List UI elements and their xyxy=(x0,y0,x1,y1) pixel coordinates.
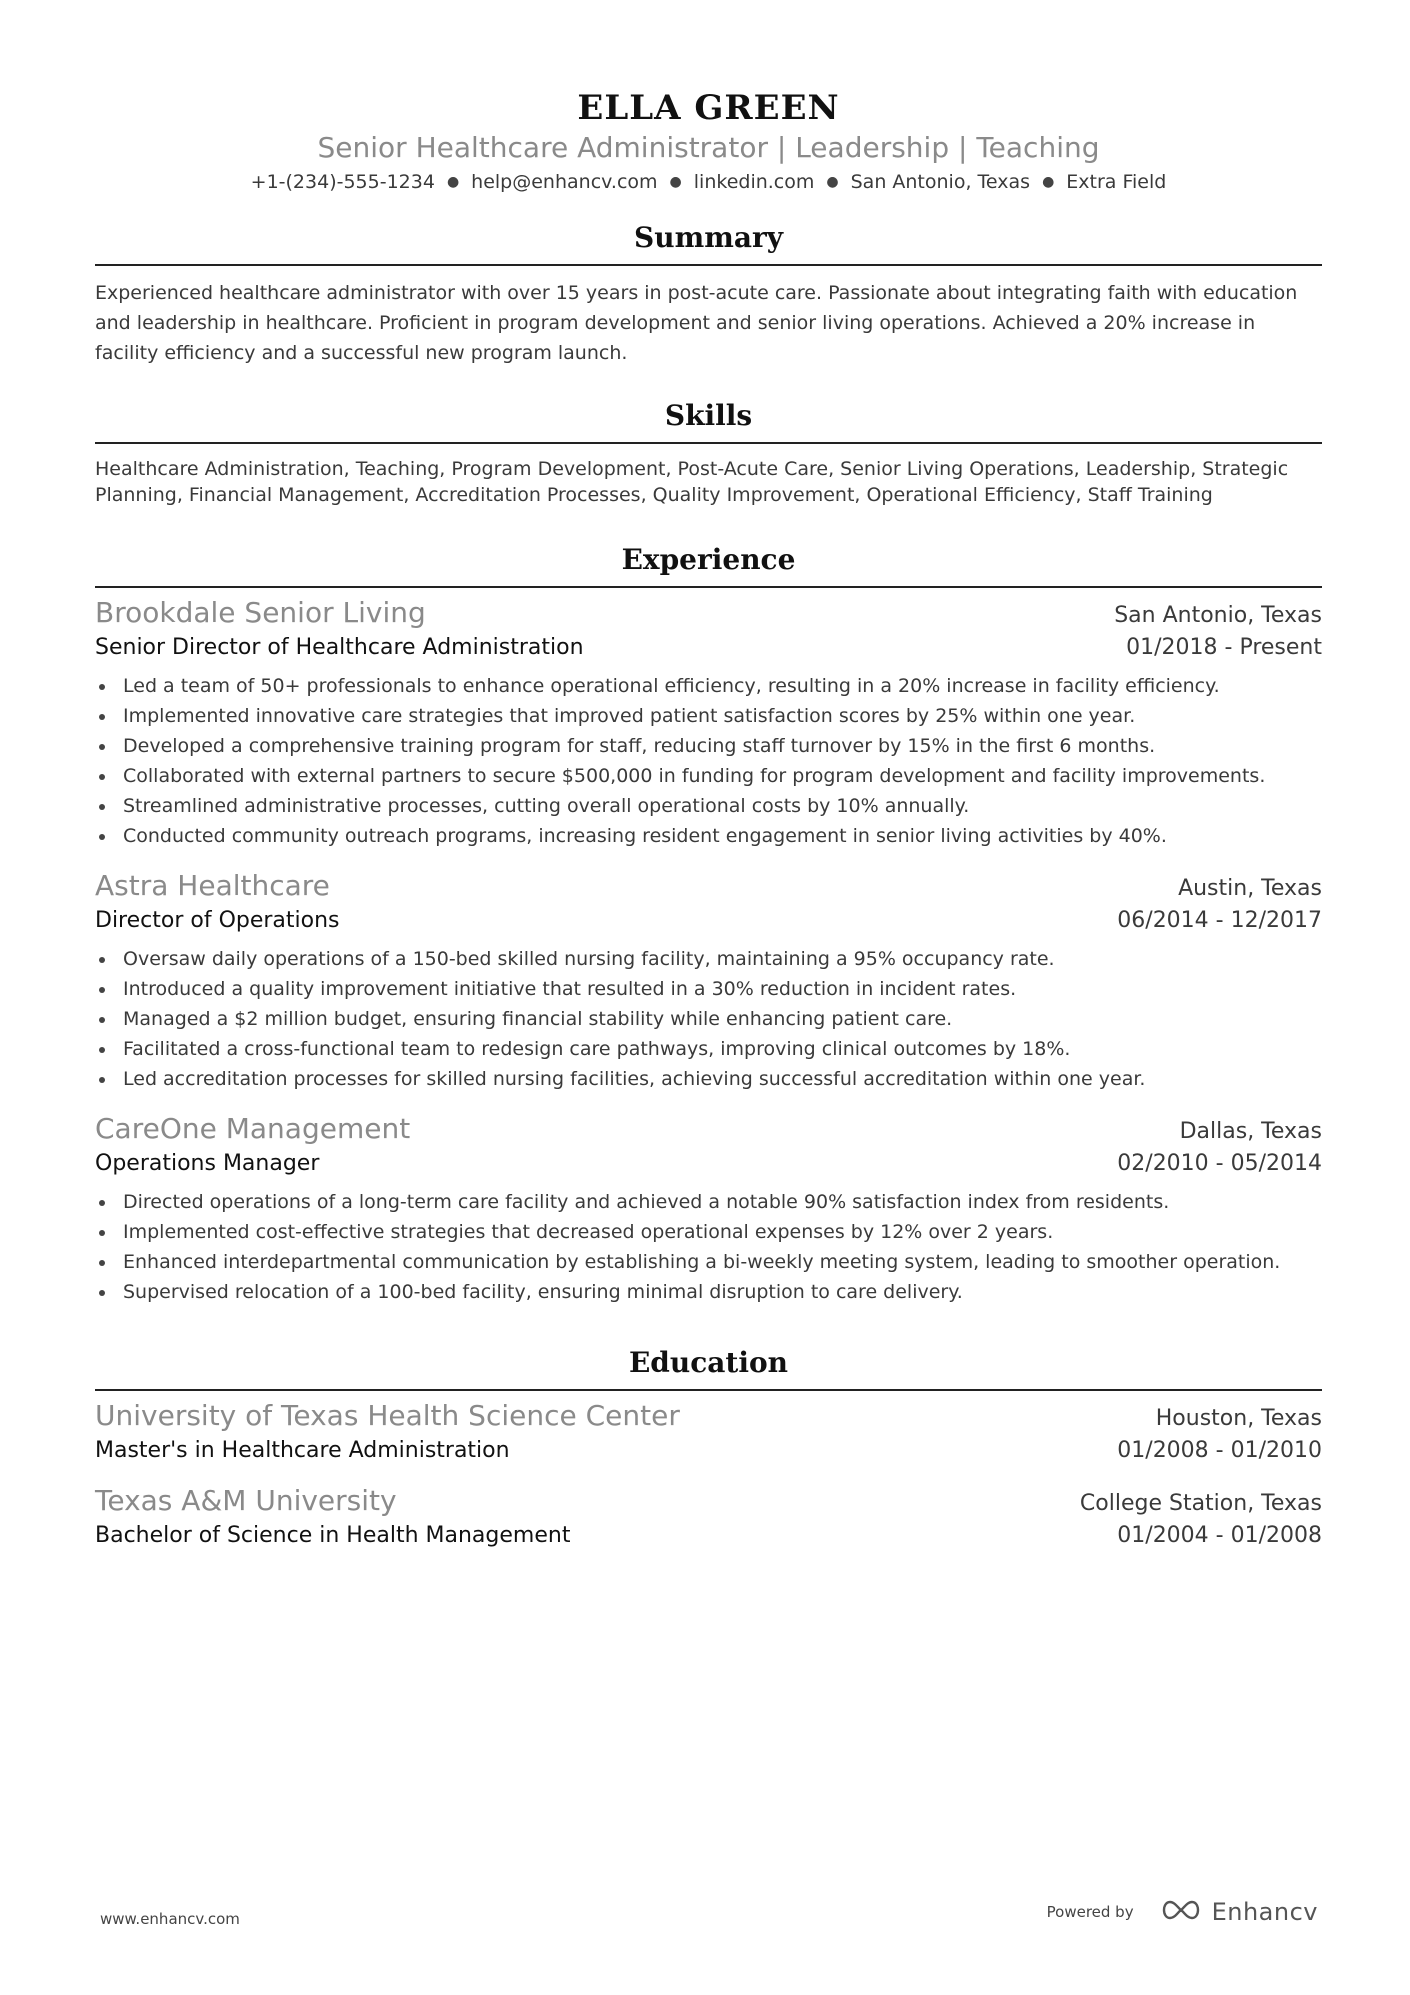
bullet-icon xyxy=(99,987,105,993)
skills-text: Healthcare Administration, Teaching, Program Development, Post-Acute Care, Senior Living Operations, Leadership, Strategic Planning, Financial Management, Accreditation Processes, Quality Improvement, Operational Efficiency, Staff Training xyxy=(95,458,1289,506)
bullet-separator-icon: ● xyxy=(446,174,460,190)
job-dates: 02/2010 - 05/2014 xyxy=(1117,1151,1322,1176)
list-item: Oversaw daily operations of a 150-bed skilled nursing facility, maintaining a 95% occupancy rate. xyxy=(95,944,1322,974)
list-item: Managed a $2 million budget, ensuring financial stability while enhancing patient care. xyxy=(95,1004,1322,1034)
job-title: Director of Operations xyxy=(95,908,340,933)
degree: Master's in Healthcare Administration xyxy=(95,1438,510,1463)
contact-phone[interactable]: +1-(234)-555-1234 xyxy=(250,171,435,193)
section-divider xyxy=(95,442,1322,444)
footer-branding xyxy=(1047,1898,1318,1926)
job-bullets xyxy=(95,944,1322,1094)
bullet-icon xyxy=(99,834,105,840)
company-name: CareOne Management xyxy=(95,1112,411,1145)
list-item: Directed operations of a long-term care facility and achieved a notable 90% satisfaction index from residents. xyxy=(95,1187,1322,1217)
school-location: Houston, Texas xyxy=(1155,1406,1322,1431)
candidate-name: ELLA GREEN xyxy=(577,88,840,128)
summary-text: Experienced healthcare administrator with over 15 years in post-acute care. Passionate about integrating faith with education and leadership in healthcare. Proficient in program development and senior living operations. Achieved a 20% increase in facility efficiency and a successful new program launch. xyxy=(95,282,1298,364)
bullet-icon xyxy=(99,774,105,780)
skills-section xyxy=(95,398,1322,508)
job-location: San Antonio, Texas xyxy=(1114,603,1322,628)
education-dates: 01/2004 - 01/2008 xyxy=(1117,1523,1322,1548)
bullet-icon xyxy=(99,744,105,750)
contact-linkedin[interactable]: linkedin.com xyxy=(693,171,815,193)
list-item: Led accreditation processes for skilled nursing facilities, achieving successful accreditation within one year. xyxy=(95,1064,1322,1094)
list-item: Facilitated a cross-functional team to redesign care pathways, improving clinical outcomes by 18%. xyxy=(95,1034,1322,1064)
degree: Bachelor of Science in Health Management xyxy=(95,1523,571,1548)
experience-section xyxy=(95,542,1322,1307)
list-item: Enhanced interdepartmental communication by establishing a bi-weekly meeting system, leading to smoother operation. xyxy=(95,1247,1322,1277)
list-item: Implemented cost-effective strategies that decreased operational expenses by 12% over 2 years. xyxy=(95,1217,1322,1247)
bullet-icon xyxy=(99,1077,105,1083)
experience-entry xyxy=(95,869,1322,1094)
job-title: Senior Director of Healthcare Administration xyxy=(95,635,584,660)
bullet-icon xyxy=(99,714,105,720)
headline: Senior Healthcare Administrator | Leadership | Teaching xyxy=(317,131,1100,164)
experience-entry xyxy=(95,596,1322,851)
education-entry xyxy=(95,1484,1322,1553)
bullet-separator-icon: ● xyxy=(826,174,839,190)
contact-email[interactable]: help@enhancv.com xyxy=(471,171,658,193)
education-section xyxy=(95,1345,1322,1553)
job-bullets xyxy=(95,671,1322,851)
section-divider xyxy=(95,1389,1322,1391)
bullet-icon xyxy=(99,804,105,810)
job-bullets xyxy=(95,1187,1322,1307)
enhancv-logo-icon xyxy=(1158,1898,1204,1926)
bullet-icon xyxy=(99,1200,105,1206)
powered-by-label: Powered by xyxy=(1046,1903,1134,1921)
job-location: Austin, Texas xyxy=(1178,876,1322,901)
list-item: Streamlined administrative processes, cutting overall operational costs by 10% annually. xyxy=(95,791,1322,821)
education-entry xyxy=(95,1399,1322,1468)
bullet-icon xyxy=(99,1290,105,1296)
footer-website-link[interactable]: www.enhancv.com xyxy=(100,1910,240,1928)
job-dates: 06/2014 - 12/2017 xyxy=(1117,908,1322,933)
list-item: Introduced a quality improvement initiative that resulted in a 30% reduction in incident rates. xyxy=(95,974,1322,1004)
summary-section xyxy=(95,220,1322,368)
bullet-icon xyxy=(99,1230,105,1236)
school-name: Texas A&M University xyxy=(95,1484,397,1517)
contact-location: San Antonio, Texas xyxy=(850,171,1031,193)
bullet-icon xyxy=(99,684,105,690)
job-title: Operations Manager xyxy=(95,1151,320,1176)
section-title-education: Education xyxy=(628,1346,789,1379)
list-item: Implemented innovative care strategies that improved patient satisfaction scores by 25% within one year. xyxy=(95,701,1322,731)
contact-line xyxy=(95,168,1322,196)
bullet-icon xyxy=(99,1260,105,1266)
contact-extra-field: Extra Field xyxy=(1066,171,1167,193)
job-location: Dallas, Texas xyxy=(1179,1119,1322,1144)
school-location: College Station, Texas xyxy=(1079,1491,1322,1516)
bullet-icon xyxy=(99,1017,105,1023)
section-title-summary: Summary xyxy=(634,221,783,254)
section-title-experience: Experience xyxy=(621,543,796,576)
experience-entry xyxy=(95,1112,1322,1307)
company-name: Brookdale Senior Living xyxy=(95,596,426,629)
list-item: Led a team of 50+ professionals to enhance operational efficiency, resulting in a 20% increase in facility efficiency. xyxy=(95,671,1322,701)
section-divider xyxy=(95,264,1322,266)
list-item: Developed a comprehensive training program for staff, reducing staff turnover by 15% in the first 6 months. xyxy=(95,731,1322,761)
bullet-separator-icon: ● xyxy=(1042,174,1055,190)
bullet-separator-icon: ● xyxy=(669,174,682,190)
enhancv-brand-name: Enhancv xyxy=(1211,1898,1318,1926)
company-name: Astra Healthcare xyxy=(95,869,330,902)
list-item: Conducted community outreach programs, increasing resident engagement in senior living activities by 40%. xyxy=(95,821,1322,851)
school-name: University of Texas Health Science Center xyxy=(95,1399,680,1432)
resume-page xyxy=(95,0,1322,1553)
job-dates: 01/2018 - Present xyxy=(1126,635,1322,660)
section-divider xyxy=(95,586,1322,588)
bullet-icon xyxy=(99,1047,105,1053)
education-dates: 01/2008 - 01/2010 xyxy=(1117,1438,1322,1463)
section-title-skills: Skills xyxy=(664,399,753,432)
bullet-icon xyxy=(99,957,105,963)
list-item: Supervised relocation of a 100-bed facility, ensuring minimal disruption to care delivery. xyxy=(95,1277,1322,1307)
list-item: Collaborated with external partners to secure $500,000 in funding for program development and facility improvements. xyxy=(95,761,1322,791)
